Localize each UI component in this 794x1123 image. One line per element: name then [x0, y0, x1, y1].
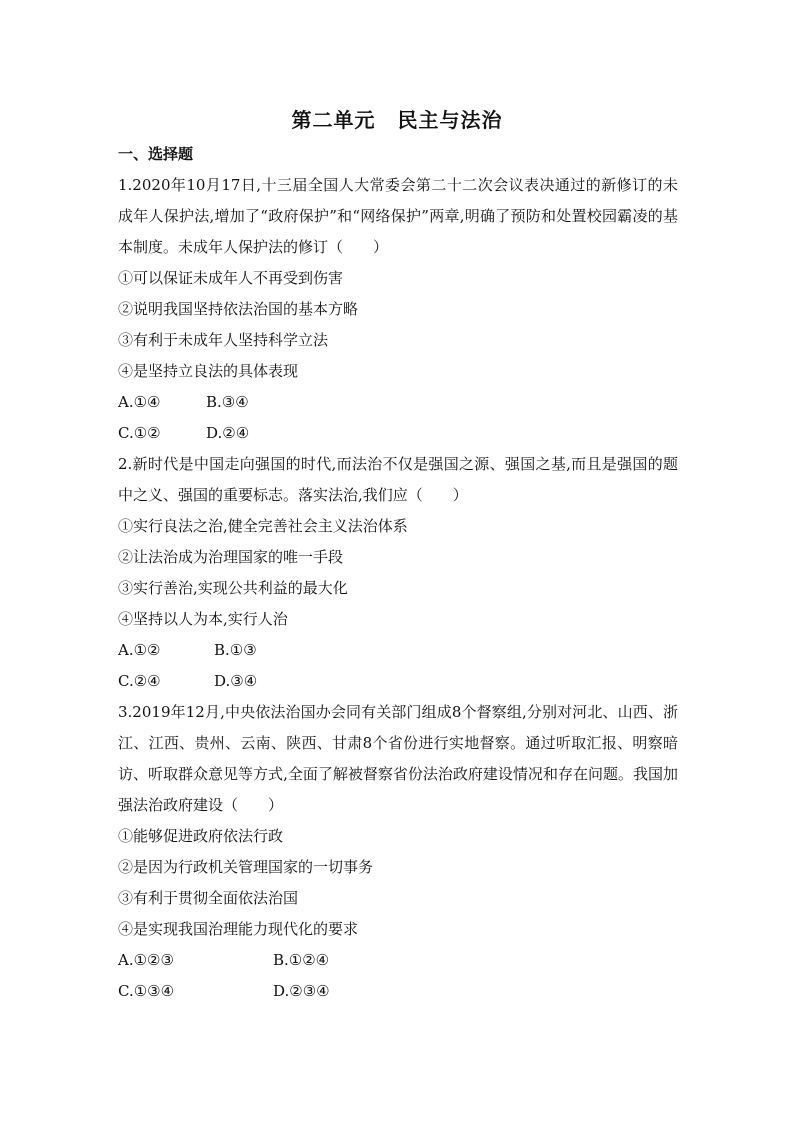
statement-item: ③有利于贯彻全面依法治国	[118, 889, 299, 907]
answer-choice-c: C.①③④	[118, 982, 175, 1000]
title-topic: 民主与法治	[397, 108, 503, 132]
question-1	[118, 170, 678, 449]
statement-item: ①实行良法之治,健全完善社会主义法治体系	[118, 517, 408, 535]
answer-choice-row	[118, 387, 678, 418]
answer-choice-row	[118, 418, 678, 449]
title-unit: 第二单元	[291, 108, 376, 132]
answer-choice-row	[118, 945, 678, 976]
answer-choice-row	[118, 635, 678, 666]
question-3	[118, 697, 678, 1007]
answer-choice-a: A.①④	[118, 393, 161, 411]
statement-item: ④是坚持立良法的具体表现	[118, 362, 299, 380]
answer-choice-a: A.①②③	[118, 951, 174, 969]
question-stem: 1.2020年10月17日,十三届全国人大常委会第二十二次会议表决通过的新修订的未成年人保护法,增加了“政府保护”和“网络保护”两章,明确了预防和处置校园霸凌的基本制度。未成年人保护法的修订（ ）	[118, 176, 678, 256]
section-heading: 一、选择题	[118, 145, 194, 163]
statement-item: ②是因为行政机关管理国家的一切事务	[118, 858, 374, 876]
statement-item: ③实行善治,实现公共利益的最大化	[118, 579, 348, 597]
statement-item: ①能够促进政府依法行政	[118, 827, 284, 845]
statement-item: ④坚持以人为本,实行人治	[118, 610, 288, 628]
answer-choice-d: D.②③④	[273, 982, 330, 1000]
answer-choice-c: C.①②	[118, 424, 161, 442]
question-stem: 2.新时代是中国走向强国的时代,而法治不仅是强国之源、强国之基,而且是强国的题中之义、强国的重要标志。落实法治,我们应（ ）	[118, 455, 678, 504]
answer-choice-b: B.③④	[206, 393, 249, 411]
answer-choice-row	[118, 976, 678, 1007]
answer-choice-d: D.③④	[214, 672, 258, 690]
question-2	[118, 449, 678, 697]
statement-item: ①可以保证未成年人不再受到伤害	[118, 269, 344, 287]
answer-choice-b: B.①②④	[273, 951, 330, 969]
question-stem: 3.2019年12月,中央依法治国办会同有关部门组成8个督察组,分别对河北、山西、浙江、江西、贵州、云南、陕西、甘肃8个省份进行实地督察。通过听取汇报、明察暗访、听取群众意见等方式,全面了解被督察省份法治政府建设情况和存在问题。我国加强法治政府建设（ ）	[118, 703, 678, 814]
page-title	[0, 104, 794, 133]
document-body	[118, 142, 678, 1007]
answer-choice-a: A.①②	[118, 641, 161, 659]
answer-choice-d: D.②④	[206, 424, 250, 442]
statement-item: ④是实现我国治理能力现代化的要求	[118, 920, 359, 938]
statement-item: ②说明我国坚持依法治国的基本方略	[118, 300, 359, 318]
statement-item: ③有利于未成年人坚持科学立法	[118, 331, 329, 349]
statement-item: ②让法治成为治理国家的唯一手段	[118, 548, 344, 566]
answer-choice-b: B.①③	[214, 641, 257, 659]
answer-choice-c: C.②④	[118, 672, 161, 690]
answer-choice-row	[118, 666, 678, 697]
